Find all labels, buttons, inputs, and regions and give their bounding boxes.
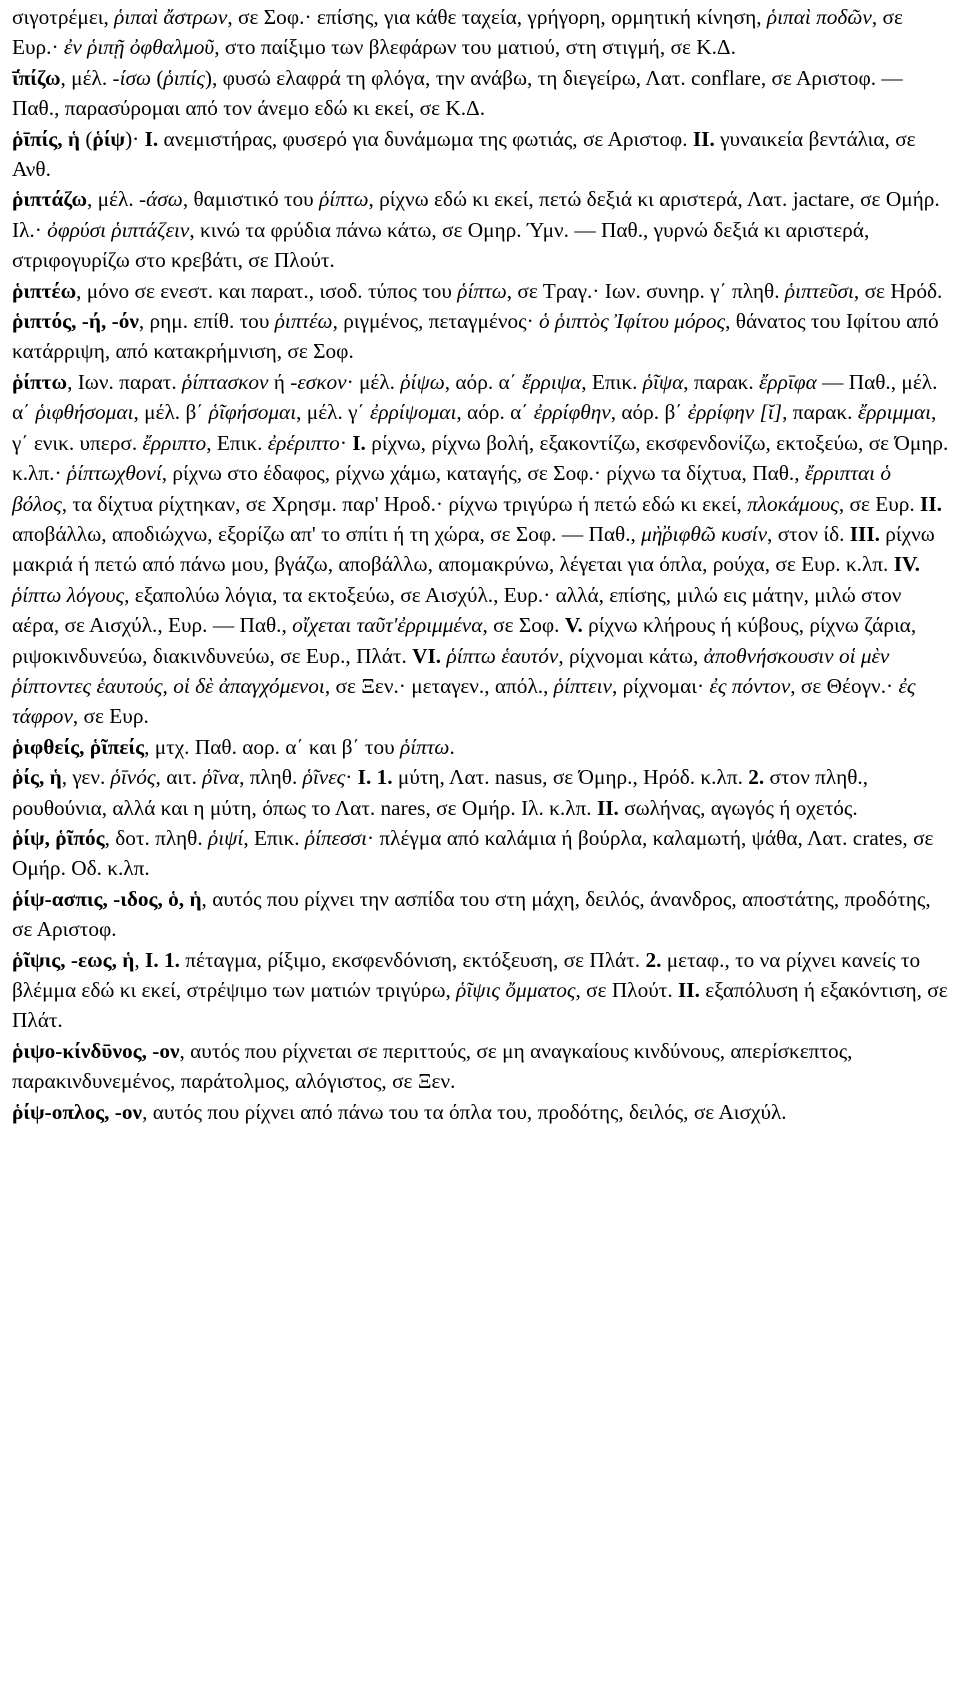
greek-citation-text: ῥίπτειν (553, 673, 612, 698)
headword-text: ῥῖψις, -εως, ἡ (12, 947, 135, 972)
headword-text: 2. (645, 947, 662, 972)
headword-text: II. (920, 491, 942, 516)
headword-text: I. 1. (145, 947, 180, 972)
definition-text: μύτη, Λατ. nasus, σε Όμηρ., Ηρόδ. κ.λπ. (392, 765, 749, 790)
greek-citation-text: ῥῖνες (302, 765, 346, 790)
greek-citation-text: ῥῖνα (202, 765, 240, 790)
dictionary-entry (12, 367, 950, 732)
definition-text: ρίχνω μακριά ή πετώ από πάνω μου, βγάζω, αποβάλλω, απομακρύνω, λέγεται για όπλα, ρούχα, σε Ευρ. κ.λπ. (12, 521, 935, 577)
dictionary-entry (12, 63, 950, 124)
greek-citation-text: ῥίπτασκον (182, 369, 269, 394)
greek-citation-text: ῥιψί (208, 825, 244, 850)
definition-text: , τα δίχτυα ρίχτηκαν, σε Χρησμ. παρ' Ηροδ.· ρίχνω τριγύρω ή πετώ εδώ κι εκεί, (61, 491, 748, 516)
definition-text: , ρίχνω στο έδαφος, ρίχνω χάμω, καταγής, σε Σοφ.· ρίχνω τα δίχτυα, Παθ., (161, 461, 805, 486)
greek-citation-text: ῥιφθήσομαι (35, 400, 134, 425)
definition-text: , σε Πλούτ. (575, 978, 679, 1002)
definition-text: , θάνατος του Ιφίτου από κατάρριψη, από κατακρήμνιση, σε Σοφ. (12, 309, 939, 364)
greek-citation-text: ῥῖφήσομαι (208, 400, 297, 425)
headword-text: I. 1. (357, 765, 393, 790)
headword-text: ῥίψ, ῥῖπός (12, 825, 105, 850)
definition-text: ( (151, 65, 164, 90)
greek-citation-text: ῥῖψις ὄμματος (456, 978, 576, 1002)
definition-text: , σε Ξεν.· μεταγεν., απόλ., (324, 673, 554, 698)
definition-text: , μέλ. (60, 65, 113, 90)
greek-citation-text: ῥίψω (400, 369, 445, 394)
definition-text: , σε Τραγ.· Ιων. συνηρ. γ΄ πληθ. (506, 278, 785, 303)
greek-citation-text: ἔρρῑφα (759, 369, 817, 394)
definition-text: , Επικ. (581, 369, 643, 394)
headword-text: VI. (412, 643, 442, 668)
definition-text: , Επικ. (243, 825, 305, 850)
headword-text: ῑ̔πίζω (12, 65, 61, 90)
headword-text: ῥιπτός, -ή, -όν (12, 309, 139, 334)
greek-citation-text: ῥίπτω λόγους (12, 582, 125, 607)
definition-text: , σε Σοφ.· επίσης, για κάθε ταχεία, γρήγορη, ορμητική κίνηση, (227, 5, 767, 29)
greek-citation-text: ἔρριμμαι (857, 400, 932, 425)
greek-citation-text: ῥίπτω (319, 187, 369, 212)
headword-text: ῥιφθείς, ῥῖπείς (12, 734, 145, 759)
definition-text: εξαπόλυση ή εξακόντιση, σε Πλάτ. (12, 978, 948, 1033)
definition-text: , αόρ. β΄ (610, 400, 688, 425)
definition-text: ρίχνω, ρίχνω βολή, εξακοντίζω, εκσφενδονίζω, εκτοξεύω, σε Όμηρ. κ.λπ.· (12, 430, 949, 486)
definition-text: , μόνο σε ενεστ. και παρατ., ισοδ. τύπος του (76, 278, 458, 303)
definition-text: , αυτός που ρίχνει από πάνω του τα όπλα του, προδότης, δειλός, σε Αισχύλ. (142, 1099, 787, 1124)
definition-text: , ρίχνομαι κάτω, (558, 643, 704, 668)
definition-text: , (162, 673, 174, 698)
greek-citation-text: ἐρρίφθην (533, 400, 611, 425)
dictionary-entry (12, 1097, 950, 1127)
definition-text: , αόρ. α΄ (444, 369, 523, 394)
greek-citation-text: ῥίπτω (457, 278, 507, 303)
headword-text: II. (678, 978, 700, 1002)
definition-text: σωλήνας, αγωγός ή οχετός. (618, 795, 858, 820)
definition-text: , γεν. (61, 765, 111, 790)
greek-citation-text: ῥιπίς (163, 65, 205, 90)
definition-text: μεταφ., το να ρίχνει κανείς το βλέμμα εδώ κι εκεί, στρέψιμο των ματιών τριγύρω, (12, 947, 921, 1002)
definition-text: , θαμιστικό του (182, 187, 320, 212)
definition-text: ή (268, 369, 291, 394)
definition-text: . (449, 734, 455, 759)
definition-text: · πλέγμα από καλάμια ή βούρλα, καλαμωτή, ψάθα, Λατ. crates, σε Ομήρ. Οδ. κ.λπ. (12, 825, 934, 881)
greek-citation-text: μὴ̓ῥιφθῶ κυσίν (641, 521, 768, 546)
definition-text: ( (80, 126, 93, 151)
definition-text: αποβάλλω, αποδιώχνω, εξορίζω απ' το σπίτι ή τη χώρα, σε Σοφ. — Παθ., (12, 521, 642, 546)
definition-text: , σε Ευρ.· (12, 5, 903, 60)
greek-citation-text: ἔρριψα (522, 369, 582, 394)
greek-citation-text: ῥίπτω ἑαυτόν (446, 643, 559, 668)
greek-citation-text: ῥιπαὶ ἄστρων (114, 5, 228, 29)
definition-text: , αυτός που ρίχνεται σε περιττούς, σε μη αναγκαίους κινδύνους, απερίσκεπτος, παρακινδυνεμένος, παράτολμος, αλόγιστος, σε Ξεν. (12, 1038, 853, 1094)
definition-text: · (345, 765, 358, 790)
greek-citation-text: ἔρριπτο (142, 430, 207, 455)
definition-text: , παρακ. (683, 369, 760, 394)
definition-text: , ρημ. επίθ. του (138, 309, 275, 334)
greek-citation-text: ῥῖψα (642, 369, 684, 394)
headword-text: 2. (748, 765, 765, 790)
headword-text: III. (849, 521, 880, 546)
definition-text: σιγοτρέμει, (12, 5, 115, 29)
greek-citation-text: -άσω (139, 187, 183, 212)
definition-text: , στον ίδ. (767, 521, 850, 546)
headword-text: II. (596, 795, 619, 820)
definition-text: , μτχ. Παθ. αορ. α΄ και β΄ του (144, 734, 400, 759)
definition-text: , μέλ. β΄ (133, 400, 209, 425)
definition-text: · (339, 430, 353, 455)
dictionary-entry (12, 884, 950, 945)
greek-citation-text: ἔρριπται ὁ βόλος (12, 461, 892, 516)
dictionary-entry (12, 184, 950, 275)
greek-citation-text: ῥίπτω (399, 734, 450, 759)
greek-citation-text: ὁ ῥιπτὸς Ἰφίτου μόρος (539, 309, 726, 334)
greek-citation-text: ῥίπεσσι (304, 825, 367, 850)
greek-citation-text: ἐρρίψομαι (369, 400, 457, 425)
dictionary-entry (12, 306, 950, 367)
definition-text: , κινώ τα φρύδια πάνω κάτω, σε Ομηρ. Ύμν. — Παθ., γυρνώ δεξιά κι αριστερά, στριφογυρίζω στο κρεβάτι, σε Πλούτ. (12, 217, 870, 273)
greek-citation-text: ῥιπαὶ ποδῶν (766, 5, 872, 29)
dictionary-entry (12, 276, 950, 306)
definition-text: , πληθ. (239, 765, 303, 790)
greek-citation-text: ἐν ῥιπῇ ὀφθαλμοῦ (63, 35, 215, 60)
dictionary-entry (12, 762, 950, 823)
definition-text: , Επικ. (206, 430, 268, 455)
definition-text: πέταγμα, ρίξιμο, εκσφενδόνιση, εκτόξευση, σε Πλάτ. (179, 947, 646, 972)
definition-text: )· (125, 126, 145, 151)
greek-citation-text: οἴχεται ταῦτ'ἐρριμμένα (292, 613, 483, 638)
definition-text: ρίχνω κλήρους ή κύβους, ρίχνω ζάρια, ριψοκινδυνεύω, διακινδυνεύω, σε Ευρ., Πλάτ. (12, 613, 917, 668)
headword-text: ῥῑπίς, ἡ (12, 126, 80, 151)
definition-text: , ριγμένος, πεταγμένος· (332, 309, 540, 334)
headword-text: V. (564, 613, 583, 638)
greek-citation-text: ἀποθνήσκουσιν οἱ μὲν ῥίπτοντες ἑαυτούς (12, 643, 890, 698)
greek-citation-text: ῥιπτέω (274, 309, 333, 334)
headword-text: ῥιπτέω (12, 278, 77, 303)
greek-citation-text: -εσκον (290, 369, 347, 394)
dictionary-entry (12, 2, 950, 63)
definition-text: , ρίχνομαι· (611, 673, 710, 698)
definition-text: , ρίχνω εδώ κι εκεί, πετώ δεξιά κι αριστερά, Λατ. jactare, σε Ομήρ. Ιλ.· (12, 187, 940, 242)
headword-text: ῥίψ-οπλος, -ον (12, 1099, 143, 1124)
greek-citation-text: ῥιπτεῦσι (784, 278, 854, 303)
dictionary-entry (12, 1036, 950, 1097)
greek-citation-text: ῥίπτωχθονί (66, 461, 162, 486)
definition-text: γυναικεία βεντάλια, σε Ανθ. (12, 126, 916, 182)
headword-text: ῥιπτάζω (12, 187, 88, 212)
definition-text: , σε Σοφ. (482, 613, 565, 638)
definition-text: , Ιων. παρατ. (67, 369, 183, 394)
definition-text: , σε Ευρ. (838, 491, 921, 516)
headword-text: I. (352, 430, 366, 455)
dictionary-entry (12, 823, 950, 884)
headword-text: ῥίψ (92, 126, 126, 151)
definition-text: , στο παίξιμο των βλεφάρων του ματιού, στη στιγμή, σε Κ.Δ. (214, 35, 736, 60)
dictionary-entry (12, 945, 950, 1036)
definition-text: , αόρ. α΄ (456, 400, 534, 425)
greek-citation-text: ἐς πόντον (709, 673, 791, 698)
definition-text: στον πληθ., ρουθούνια, αλλά και η μύτη, όπως το Λατ. nares, σε Ομήρ. Ιλ. κ.λπ. (12, 765, 869, 820)
definition-text: ανεμιστήρας, φυσερό για δυνάμωμα της φωτιάς, σε Αριστοφ. (158, 126, 693, 151)
definition-text: , αιτ. (155, 765, 203, 790)
definition-text: · μέλ. (346, 369, 401, 394)
headword-text: I. (144, 126, 159, 151)
headword-text: ῥίψ-ασπις, -ιδος, ὁ, ἡ (12, 886, 202, 911)
greek-citation-text: ἐρέριπτο (267, 430, 340, 455)
definition-text: , (134, 947, 146, 972)
headword-text: II. (692, 126, 715, 151)
dictionary-entry (12, 124, 950, 185)
definition-text: , μέλ. γ΄ (296, 400, 370, 425)
greek-citation-text: ῥῑνός (110, 765, 156, 790)
definition-text: , σε Ευρ. (72, 704, 149, 729)
definition-text: , γ΄ ενικ. υπερσ. (12, 400, 937, 455)
greek-citation-text: ἐρρίφην [ῐ] (687, 400, 783, 425)
definition-text: , σε Θέογν.· (790, 673, 899, 698)
definition-text: , σε Ηρόδ. (853, 278, 943, 303)
greek-citation-text: ἐς τάφρον (12, 673, 916, 729)
headword-text: ῥίς, ἡ (12, 765, 62, 790)
greek-citation-text: πλοκάμους (747, 491, 839, 516)
headword-text: IV. (893, 552, 920, 577)
dictionary-entry (12, 732, 950, 762)
greek-citation-text: ὀφρύσι ῥιπτάζειν (47, 217, 190, 242)
definition-text: , μέλ. (87, 187, 139, 212)
definition-text: , αυτός που ρίχνει την ασπίδα του στη μάχη, δειλός, άνανδρος, αποστάτης, προδότης, σε Αριστοφ. (12, 886, 931, 942)
definition-text: , παρακ. (782, 400, 858, 425)
headword-text: ῥίπτω (12, 369, 68, 394)
headword-text: ῥιψο-κίνδῡνος, -ον (12, 1038, 180, 1063)
greek-citation-text: οἱ δὲ ἀπαγχόμενοι (173, 673, 325, 698)
definition-text: , δοτ. πληθ. (104, 825, 209, 850)
definition-text: , εξαπολύω λόγια, τα εκτοξεύω, σε Αισχύλ., Ευρ.· αλλά, επίσης, μιλώ εις μάτην, μιλώ στον αέρα, σε Αισχύλ., Ευρ. — Παθ., (12, 582, 902, 638)
definition-text: — Παθ., μέλ. α΄ (12, 369, 938, 425)
greek-citation-text: -ίσω (112, 65, 152, 90)
definition-text: ), φυσώ ελαφρά τη φλόγα, την ανάβω, τη διεγείρω, Λατ. conflare, σε Αριστοφ. — Παθ., παρασύρομαι από τον άνεμο εδώ κι εκεί, σε Κ.Δ. (12, 65, 903, 121)
